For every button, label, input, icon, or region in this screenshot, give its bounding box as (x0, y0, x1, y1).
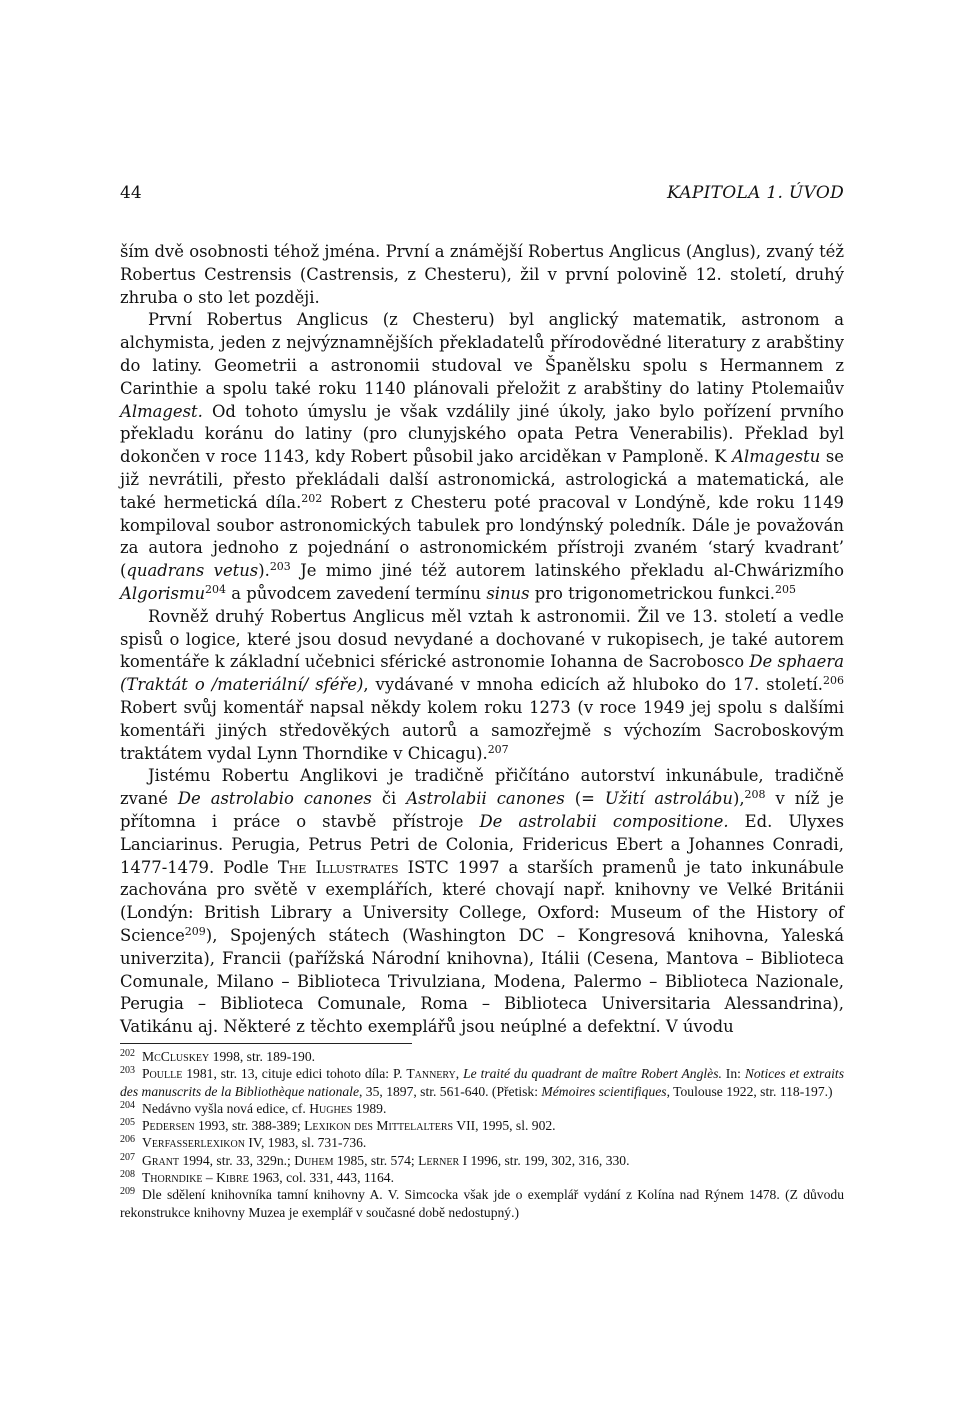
main-text (120, 241, 844, 1039)
title-de-astrolabio: De astrolabio canones (177, 789, 372, 809)
footnote-208: 208 Thorndike – Kibre 1963, col. 331, 443, 1164. (120, 1169, 394, 1186)
title-de-sphaera: De sphaera (Traktát o /materiální/ sféře) (120, 652, 844, 695)
footnote-202: 202 McCluskey 1998, str. 189-190. (120, 1048, 316, 1064)
footnote-207: 207 Grant 1994, str. 33, 329n.; Duhem 1985, str. 574; Lerner I 1996, str. 199, 302, 316, 330. (120, 1151, 630, 1168)
footnote-ref-205[interactable]: 205 (774, 582, 796, 596)
footnote-ref-202[interactable]: 202 (301, 491, 323, 505)
footnote-ref-207[interactable]: 207 (487, 742, 509, 756)
footnote-divider (120, 1043, 412, 1044)
title-almagestu: Almagestu (732, 447, 821, 467)
footnote-209: 209 Dle sdělení knihovníka tamní knihovny A. V. Simcocka však jde o exemplář vydání z Kolína nad Rýnem 1478. (Z důvodu rekonstrukce knihovny Muzea je exemplář v současné době nedostupný.) (120, 1186, 844, 1220)
footnote-203: 203 Poulle 1981, str. 13, cituje edici tohoto díla: P. Tannery, Le traité du quadrant de maître Robert Anglès. In: Notices et extraits des manuscrits de la Bibliothèque nationale, 35, 1897, str. 561-640. (Přetisk: Mémoires scientifiques, Toulouse 1922, str. 118-197.) (120, 1065, 844, 1099)
footnote-205: 205 Pedersen 1993, str. 388-389; Lexikon des Mittelalters VII, 1995, sl. 902. (120, 1117, 556, 1134)
paragraph-4: Jistému Robertu Anglikovi je tradičně přičítáno autorství inkunábule, tradičně zvané De astrolabio canones či Astrolabii canones (= Užití astrolábu),$^{208}$ v níž je přítomna i práce o stavbě přístroje De astrolabii compositione. Ed. Ulyxes Lanciarinus. Perugia, Petrus Petri de Colonia, Fridericus Ebert a Johannes Conradi, 1477-1479. Podle The Illustrates ISTC 1997 a starších pramenů je tato inkunábule zachována pro světě v exemplářích, které chovají např. knihovny ve Velké Británii (Londýn: British Library a University College, Oxford: Museum of the History of Science$^{209}$), Spojených státech (Washington DC – Kongresová knihovna, Yaleská univerzita), Francii (pařížská Národní knihovna), Itálii (Cesena, Mantova – Biblioteca Comunale, Milano – Biblioteca Trivulziana, Modena, Palermo – Biblioteca Nazionale, Perugia – Biblioteca Comunale, Roma – Biblioteca Universitaria Alessandrina), Vatikánu aj. Některé z těchto exemplářů jsou neúplné a defektní. V úvodu (120, 766, 844, 1037)
footnote-ref-208[interactable]: 208 (744, 788, 766, 802)
paragraph-1: ším dvě osobnosti téhož jména. První a známější Robertus Anglicus (Anglus), zvaný též Robertus Cestrensis (Castrensis, z Chesteru), žil v první polovině 12. století, druhý zhruba o sto let později. (120, 242, 844, 307)
title-de-astrolabii-compositione: De astrolabii compositione. (479, 811, 729, 831)
title-almagest: Almagest. (120, 401, 203, 421)
footnote-206: 206 Verfasserlexikon IV, 1983, sl. 731-736. (120, 1134, 367, 1151)
chapter-title: KAPITOLA 1. ÚVOD (667, 183, 844, 203)
term-sinus: sinus (486, 583, 530, 603)
footnotes (120, 1048, 844, 1221)
term-quadrans-vetus: quadrans vetus (126, 561, 259, 581)
paragraph-2: První Robertus Anglicus (z Chesteru) byl anglický matematik, astronom a alchymista, jeden z nejvýznamnějších překladatelů přírodovědné literatury z arabštiny do latiny. Geometrii a astronomii studoval ve Španělsku spolu s Hermannem z Carinthie a spolu také roku 1140 plánovali přeložit z arabštiny do latiny Ptolemaiův Almagest. Od tohoto úmyslu je však vzdálily jiné úkoly, jako bylo pořízení prvního překladu koránu do latiny (pro clunyjského opata Petra Venerabilis). Překlad byl dokončen v roce 1143, kdy Robert působil jako arciděkan v Pamploně. K Almagestu se již nevrátili, přesto překládali další astronomická, astrologická a matematická, ale také hermetická díla.$^{202}$ Robert z Chesteru poté pracoval v Londýně, kde roku 1149 kompiloval soubor astronomických tabulek pro londýnský poledník. Dále je považován za autora jednoho z pojednání o astronomickém přístroji zvaném ‘starý kvadrant’ (quadrans vetus).$^{203}$ Je mimo jiné též autorem latinského překladu al-Chwárizmího Algorismu$^{204}$ a původcem zavedení termínu sinus pro trigonometrickou funkci.$^{205}$ (120, 310, 844, 603)
running-header (120, 183, 844, 213)
ref-illustrates: The Illustrates (277, 857, 399, 877)
paragraph-3: Rovněž druhý Robertus Anglicus měl vztah k astronomii. Žil ve 13. století a vedle spisů o logice, které jsou dosud nevydané a dochované v rukopisech, je také autorem komentáře k základní učebnici sférické astronomie Iohanna de Sacrobosco De sphaera (Traktát o /materiální/ sféře), vydávané v mnoha edicích až hluboko do 17. století.$^{206}$ Robert svůj komentář napsal někdy kolem roku 1273 (v roce 1949 jej spolu s dalšími komentáři jiných středověkých autorů a samozřejmě s výchozím Sacroboskovým traktátem vydal Lynn Thorndike v Chicagu).$^{207}$ (120, 606, 845, 763)
footnote-ref-206[interactable]: 206 (823, 674, 845, 688)
footnote-204: 204 Nedávno vyšla nová edice, cf. Hughes 1989. (120, 1099, 387, 1116)
footnote-ref-204[interactable]: 204 (205, 582, 227, 596)
title-algorismu: Algorismu (120, 583, 206, 603)
footnote-ref-203[interactable]: 203 (269, 560, 291, 574)
title-uziti-astrolabu: Užití astrolábu (604, 789, 733, 809)
footnote-ref-209[interactable]: 209 (184, 924, 206, 938)
page-number: 44 (120, 183, 142, 203)
title-astrolabii-canones: Astrolabii canones (406, 789, 565, 809)
